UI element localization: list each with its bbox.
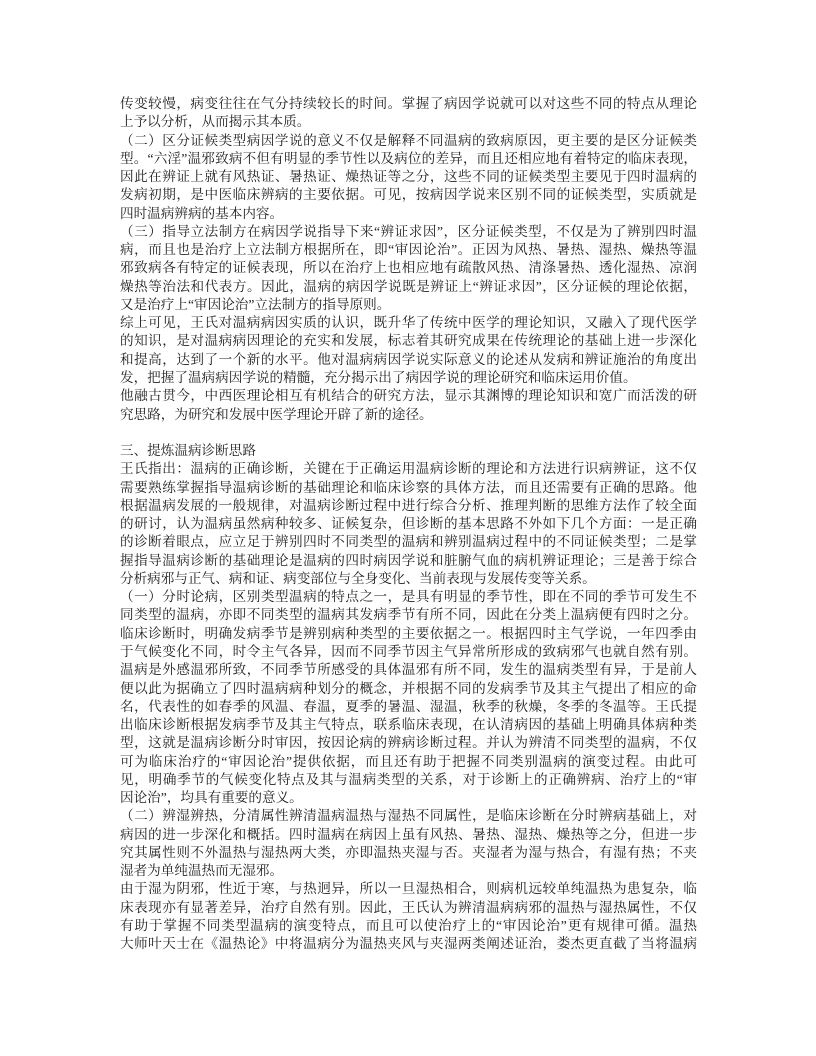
- document-text-block: [120, 95, 697, 953]
- text-line: 的知识，是对温病病因理论的充实和发展，标志着其研究成果在传统理论的基础上进一步深化: [120, 333, 697, 349]
- text-line: 型，这就是温病诊断分时审因，按因论病的辨病诊断过程。并认为辨清不同类型的温病，不仅: [120, 735, 697, 751]
- text-line: 又是治疗上“审因论治”立法制方的指导原则。: [120, 296, 391, 312]
- text-line: 温病是外感温邪所致，不同季节所感受的具体温邪有所不同，发生的温病类型有异，于是前人: [120, 662, 697, 678]
- text-line: 分析病邪与正气、病和证、病变部位与全身变化、当前表现与发展传变等关系。: [120, 570, 596, 586]
- text-line: （二）区分证候类型病因学说的意义不仅是解释不同温病的致病原因，更主要的是区分证候类: [120, 132, 697, 148]
- text-line: 上予以分析，从而揭示其本质。: [120, 114, 311, 130]
- text-line: 大师叶天士在《温热论》中将温病分为温热夹风与夹湿两类阐述证治，娄杰更直截了当将温病: [120, 936, 697, 952]
- text-line: 名，代表性的如春季的风温、春温，夏季的暑温、湿温，秋季的秋燥，冬季的冬温等。王氏提: [120, 698, 697, 714]
- text-line: 的研讨，认为温病虽然病种较多、证候复杂，但诊断的基本思路不外如下几个方面：一是正确: [120, 516, 697, 532]
- text-line: 有助于掌握不同类型温病的演变特点，而且可以使治疗上的“审因论治”更有规律可循。温热: [120, 917, 697, 933]
- text-line: 型。“六淫”温邪致病不但有明显的季节性以及病位的差异，而且还相应地有着特定的临床表现，: [120, 150, 697, 166]
- section-heading: 三、提炼温病诊断思路: [120, 443, 256, 459]
- text-line: 于气候变化不同，时令主气各异，因而不同季节因主气异常所形成的致病邪气也就自然有别。: [120, 643, 697, 659]
- text-line: 发，把握了温病病因学说的精髓，充分揭示出了病因学说的理论研究和临床运用价值。: [120, 369, 637, 385]
- text-line: 邪致病各有特定的证候表现，所以在治疗上也相应地有疏散风热、清涤暑热、透化湿热、凉润: [120, 260, 697, 276]
- text-line: （二）辨湿辨热，分清属性辨清温病温热与湿热不同属性，是临床诊断在分时辨病基础上，对: [120, 808, 697, 824]
- text-line: 病，而且也是治疗上立法制方根据所在，即“审因论治”。正因为风热、暑热、湿热、燥热等温: [120, 242, 697, 258]
- text-line: （三）指导立法制方在病因学说指导下来“辨证求因”，区分证候类型，不仅是为了辨别四时温: [120, 223, 697, 239]
- text-line: 他融古贯今，中西医理论相互有机结合的研究方法，显示其渊博的理论知识和宽广而活泼的研: [120, 388, 697, 404]
- text-line: 握指导温病诊断的基础理论是温病的四时病因学说和脏腑气血的病机辨证理论；三是善于综合: [120, 552, 697, 568]
- text-line: 因论治”，均具有重要的意义。: [120, 790, 303, 806]
- text-line: 四时温病辨病的基本内容。: [120, 205, 284, 221]
- text-line: 由于湿为阴邪，性近于寒，与热迥异，所以一旦湿热相合，则病机远较单纯温热为患复杂，临: [120, 881, 697, 897]
- text-line: 发病初期，是中医临床辨病的主要依据。可见，按病因学说来区别不同的证候类型，实质就是: [120, 187, 697, 203]
- text-line: 床表现亦有显著差异，治疗自然有别。因此，王氏认为辨清温病病邪的温热与湿热属性，不仅: [120, 899, 697, 915]
- text-line: 见，明确季节的气候变化特点及其与温病类型的关系，对于诊断上的正确辨病、治疗上的“审: [120, 771, 697, 787]
- text-line: 可为临床治疗的“审因论治”提供依据，而且还有助于把握不同类别温病的演变过程。由此可: [120, 753, 697, 769]
- text-line: 湿者为单纯温热而无湿邪。: [120, 863, 284, 879]
- text-line: （一）分时论病，区别类型温病的特点之一，是具有明显的季节性，即在不同的季节可发生不: [120, 589, 697, 605]
- text-line: 同类型的温病，亦即不同类型的温病其发病季节有所不同，因此在分类上温病便有四时之分。: [120, 607, 697, 623]
- text-line: 究其属性则不外温热与湿热两大类，亦即温热夹湿与否。夹湿者为湿与热合，有湿有热；不夹: [120, 844, 697, 860]
- text-line: 传变较慢，病变往往在气分持续较长的时间。掌握了病因学说就可以对这些不同的特点从理论: [120, 96, 697, 111]
- text-line: 王氏指出：温病的正确诊断，关键在于正确运用温病诊断的理论和方法进行识病辨证，这不仅: [120, 461, 697, 477]
- text-line: 的诊断着眼点，应立足于辨别四时不同类型的温病和辨别温病过程中的不同证候类型；二是掌: [120, 534, 697, 550]
- text-line: 综上可见，王氏对温病病因实质的认识，既升华了传统中医学的理论知识，又融入了现代医学: [120, 315, 697, 331]
- text-line: 和提高，达到了一个新的水平。他对温病病因学说实际意义的论述从发病和辨证施治的角度出: [120, 351, 697, 367]
- text-line: 临床诊断时，明确发病季节是辨别病种类型的主要依据之一。根据四时主气学说，一年四季由: [120, 625, 697, 641]
- text-line: 出临床诊断根据发病季节及其主气特点，联系临床表现，在认清病因的基础上明确具体病种类: [120, 717, 697, 733]
- blank-line: [120, 424, 697, 442]
- text-line: 病因的进一步深化和概括。四时温病在病因上虽有风热、暑热、湿热、燥热等之分，但进一步: [120, 826, 697, 842]
- text-line: 根据温病发展的一般规律，对温病诊断过程中进行综合分析、推理判断的思维方法作了较全面: [120, 497, 697, 513]
- text-line: 便以此为据确立了四时温病病种划分的概念，并根据不同的发病季节及其主气提出了相应的命: [120, 680, 697, 696]
- text-line: 因此在辨证上就有风热证、暑热证、燥热证等之分，这些不同的证候类型主要见于四时温病的: [120, 169, 697, 185]
- text-line: 究思路，为研究和发展中医学理论开辟了新的途径。: [120, 406, 433, 422]
- text-line: 需要熟练掌握指导温病诊断的基础理论和临床诊察的具体方法，而且还需要有正确的思路。他: [120, 479, 697, 495]
- text-line: 燥热等治法和代表方。因此，温病的病因学说既是辨证上“辨证求因”，区分证候的理论依据，: [120, 278, 697, 294]
